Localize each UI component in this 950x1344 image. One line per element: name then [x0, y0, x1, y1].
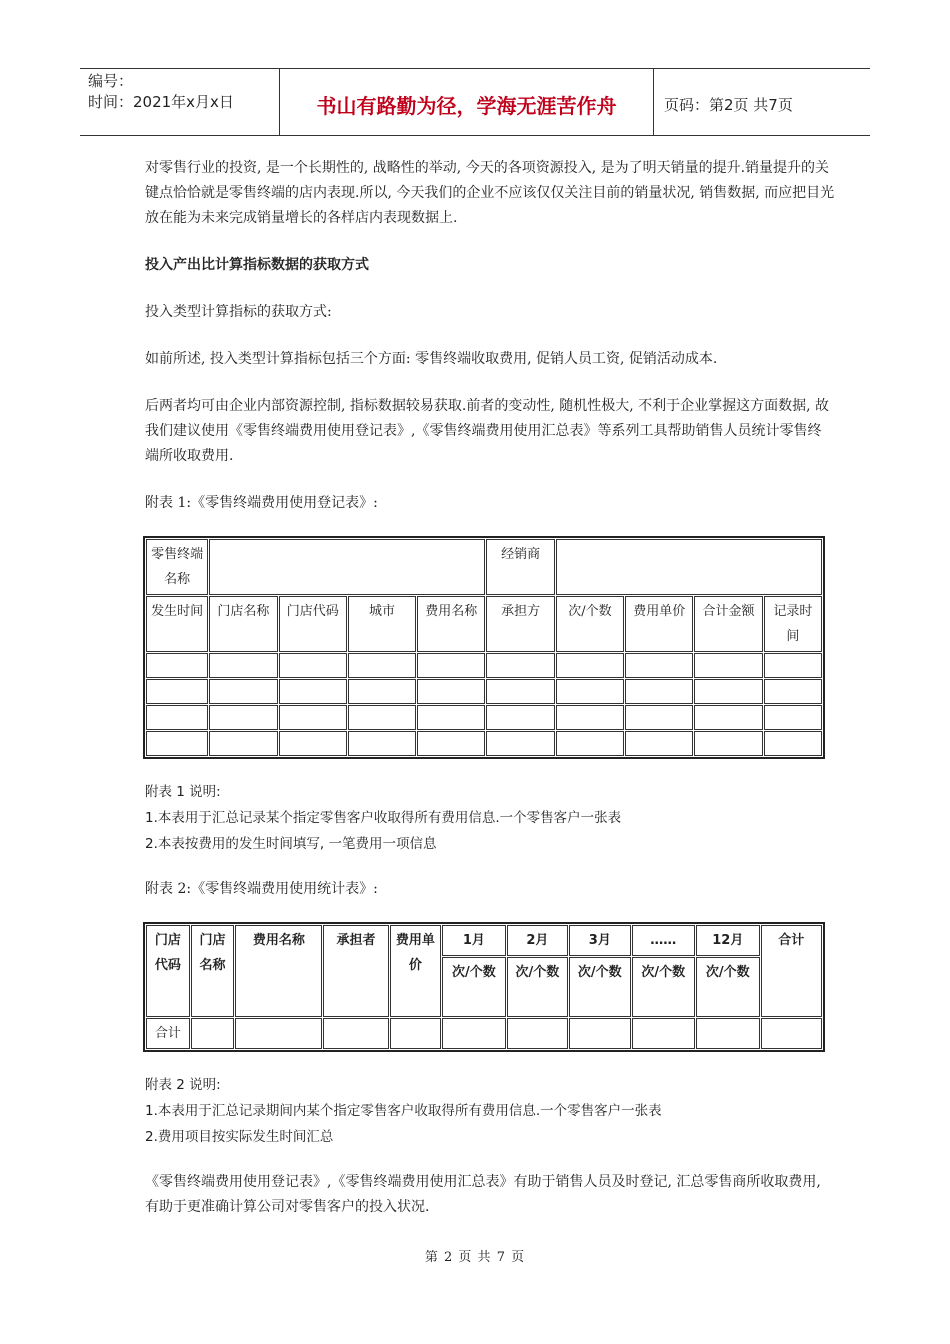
store-name-value-cell	[209, 539, 485, 595]
column-header: 费用单价	[625, 596, 693, 652]
column-header: 次/个数	[556, 596, 624, 652]
dealer-label: 经销商	[486, 539, 554, 595]
count-subheader: 次/个数	[507, 957, 568, 1017]
closing-paragraph: 《零售终端费用使用登记表》,《零售终端费用使用汇总表》有助于销售人员及时登记, 汇总零售商所收取费用, 有助于更准确计算公司对零售客户的投入状况.	[145, 1174, 821, 1215]
count-subheader: 次/个数	[696, 957, 759, 1017]
header-meta	[80, 69, 280, 135]
column-header: 费用名称	[417, 596, 485, 652]
month-header: 12月	[696, 925, 759, 956]
column-header: 门店代码	[279, 596, 347, 652]
registration-table	[143, 536, 825, 759]
store-name-label: 零售终端名称	[146, 539, 208, 595]
statistics-table	[143, 922, 825, 1052]
month-header: ……	[632, 925, 696, 956]
note2-item: 2.费用项目按实际发生时间汇总	[145, 1129, 334, 1145]
column-header: 合计	[761, 925, 822, 1017]
note2-item: 1.本表用于汇总记录期间内某个指定零售客户收取得所有费用信息.一个零售客户一张表	[145, 1103, 662, 1119]
section-heading: 投入产出比计算指标数据的获取方式	[145, 257, 369, 273]
count-subheader: 次/个数	[569, 957, 630, 1017]
page-footer: 第 2 页 共 7 页	[424, 1250, 526, 1265]
table-row	[146, 705, 822, 730]
note1-item: 1.本表用于汇总记录某个指定零售客户收取得所有费用信息.一个零售客户一张表	[145, 810, 622, 826]
column-header: 费用单价	[390, 925, 442, 1017]
column-header: 门店代码	[146, 925, 190, 1017]
column-header: 承担者	[323, 925, 388, 1017]
subheading-paragraph: 投入类型计算指标的获取方式:	[145, 304, 332, 320]
column-header: 门店名称	[209, 596, 277, 652]
dealer-value-cell	[556, 539, 822, 595]
document-body	[145, 156, 835, 1220]
note1-title: 附表 1 说明:	[145, 784, 221, 800]
column-header: 记录时间	[764, 596, 822, 652]
column-header: 城市	[348, 596, 416, 652]
column-header: 门店名称	[191, 925, 235, 1017]
column-header: 承担方	[486, 596, 554, 652]
recommendation-paragraph: 后两者均可由企业内部资源控制, 指标数据较易获取.前者的变动性, 随机性极大, 不利于企业掌握这方面数据, 故我们建议使用《零售终端费用使用登记表》,《零售终端费用使用汇总表》等系列工具帮助销售人员统计零售终端所收取费用.	[145, 398, 830, 464]
month-header: 1月	[442, 925, 505, 956]
table2-caption: 附表 2:《零售终端费用使用统计表》:	[145, 881, 378, 897]
intro-paragraph: 对零售行业的投资, 是一个长期性的, 战略性的举动, 今天的各项资源投入, 是为了明天销量的提升.销量提升的关键点恰恰就是零售终端的店内表现.所以, 今天我们的企业不应该仅仅关注目前的销量状况, 销售数据, 而应把目光放在能为未来完成销量增长的各样店内表现数据上.	[145, 160, 835, 226]
input-types-paragraph: 如前所述, 投入类型计算指标包括三个方面: 零售终端收取费用, 促销人员工资, 促销活动成本.	[145, 351, 718, 367]
column-header: 发生时间	[146, 596, 208, 652]
note2-title: 附表 2 说明:	[145, 1077, 221, 1093]
table-row	[146, 1018, 822, 1049]
page-header	[80, 68, 870, 136]
note1-item: 2.本表按费用的发生时间填写, 一笔费用一项信息	[145, 836, 437, 852]
header-motto: 书山有路勤为径，学海无涯苦作舟	[280, 69, 654, 135]
table-row	[146, 679, 822, 704]
header-time-label: 时间：2021年x月x日	[88, 93, 234, 111]
column-header: 费用名称	[235, 925, 322, 1017]
month-header: 3月	[569, 925, 630, 956]
month-header: 2月	[507, 925, 568, 956]
header-page-info: 页码：第2页 共7页	[664, 95, 793, 114]
table-row	[146, 731, 822, 756]
table-row	[146, 653, 822, 678]
count-subheader: 次/个数	[442, 957, 505, 1017]
total-row-label: 合计	[146, 1018, 190, 1049]
header-number-label: 编号：	[88, 72, 134, 90]
column-header: 合计金额	[694, 596, 762, 652]
table1-caption: 附表 1:《零售终端费用使用登记表》:	[145, 495, 378, 511]
count-subheader: 次/个数	[632, 957, 696, 1017]
